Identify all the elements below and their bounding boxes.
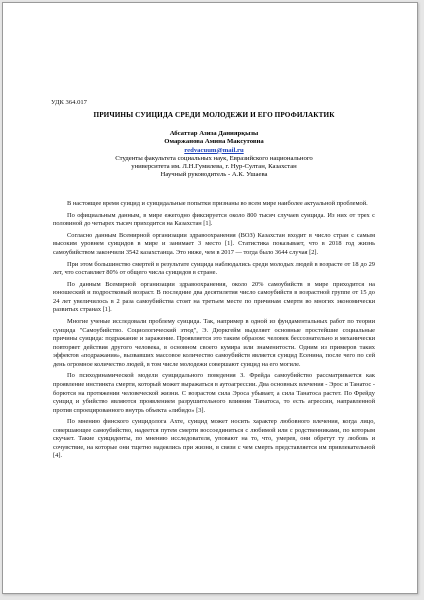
author-name-1: Абсаттар Азиза Даниярқызы [169, 130, 259, 137]
author-block [53, 130, 375, 180]
udk-code: УДК 364.017 [51, 99, 87, 106]
paragraph: По мнению финского суицидолога Ахте, суицид может носить характер любовного влечения, когда лицо, совершающее самоубийство, надеется путем смерти воссоединиться с любимой или с родственниками, по которым скучает. Такие суициденты, по мнению исследователя, уповают на то, что, умерев, они обретут ту любовь и сочувствие, на которые они тщетно надеялись при жизни, в связи с чем смерть представляется им привлекательной [4]. [53, 418, 375, 460]
paragraph: Согласно данным Всемирной организации здравоохранения (ВОЗ) Казахстан входит в число стран с самым высоким уровнем суицидов в мире и занимает 3 место [1]. Статистика показывает, что в 2018 год жизнь самоубийством закончили 3542 казахстанца. Это ниже, чем в 2017 — тогда было 3644 случая [2]. [53, 231, 375, 256]
paragraph: По официальным данным, в мире ежегодно фиксируется около 800 тысяч случаев суицида. Из них от трех с половиной до четырех тысяч приходится на Казахстан [1]. [53, 211, 375, 228]
paper-body [53, 200, 375, 464]
paragraph: В настоящее время суицид и суицидальные попытки признаны во всем мире наиболее актуальной проблемой. [67, 200, 368, 207]
paper-title: ПРИЧИНЫ СУИЦИДА СРЕДИ МОЛОДЕЖИ И ЕГО ПРОФИЛАКТИК [93, 111, 335, 119]
paragraph: По психодинамической модели суицидального поведения З. Фрейда самоубийство рассматривается как проявление инстинкта смерти, который может выражаться в аутоагрессии. Два основных влечения - Эрос и Танатос - борются на протяжении человеческой жизни. С возрастом сила Эроса убывает, а сила Танатоса растет. По Фрейду суицид и убийство являются проявлением разрушительного влияния Танатоса, то есть агрессии, направленной против спроецированного внутрь объекта «либидо» [3]. [53, 372, 375, 414]
affiliation-line-2: университета им. Л.Н.Гумилева, г. Нур-Султан, Казахстан [131, 163, 297, 171]
paragraph: По данным Всемирной организации здравоохранения, около 20% самоубийств в мире приходится на юношеский и подростковый возраст. В последние два десятилетия число самоубийств в возрастной группе от 15 до 24 лет увеличилось в 2 раза самоубийства стоят на третьем месте по причинам смерти во многих экономически развитых странах [1]. [53, 280, 375, 314]
affiliation-line-1: Студенты факультета социальных наук, Евразийского национального [115, 154, 313, 162]
document-page [2, 2, 418, 594]
supervisor-line: Научный руководитель - А.К. Ушаева [160, 171, 268, 179]
paragraph: Многие ученые исследовали проблему суицида. Так, например в одной из фундаментальных работ по теории суицида "Самоубийство. Социологический этюд", Э. Дюркгейм выделяет основные простейшие социальные причины суицида: подражание и заражение. Проявляется это таким образом: человек бессознательно и механически повторяет действия другого человека, в основном своего кумира или знаменитости. Одним из примеров таких эффектов «подражания», вызвавших массовое количество самоубийств является суицид Есенина, после чего по сей день огромное количество людей, в том числе молодежи совершают суицид на его могиле. [53, 318, 375, 368]
author-name-2: Омаржанова Амина Максутовна [164, 138, 264, 146]
author-email-link[interactable]: redvacuum@mail.ru [184, 146, 244, 154]
paragraph: При этом большинство смертей в результате суицида наблюдались среди молодых людей в возрасте от 18 до 29 лет, что составляет 80% от общего числа суицидов в стране. [53, 260, 375, 277]
